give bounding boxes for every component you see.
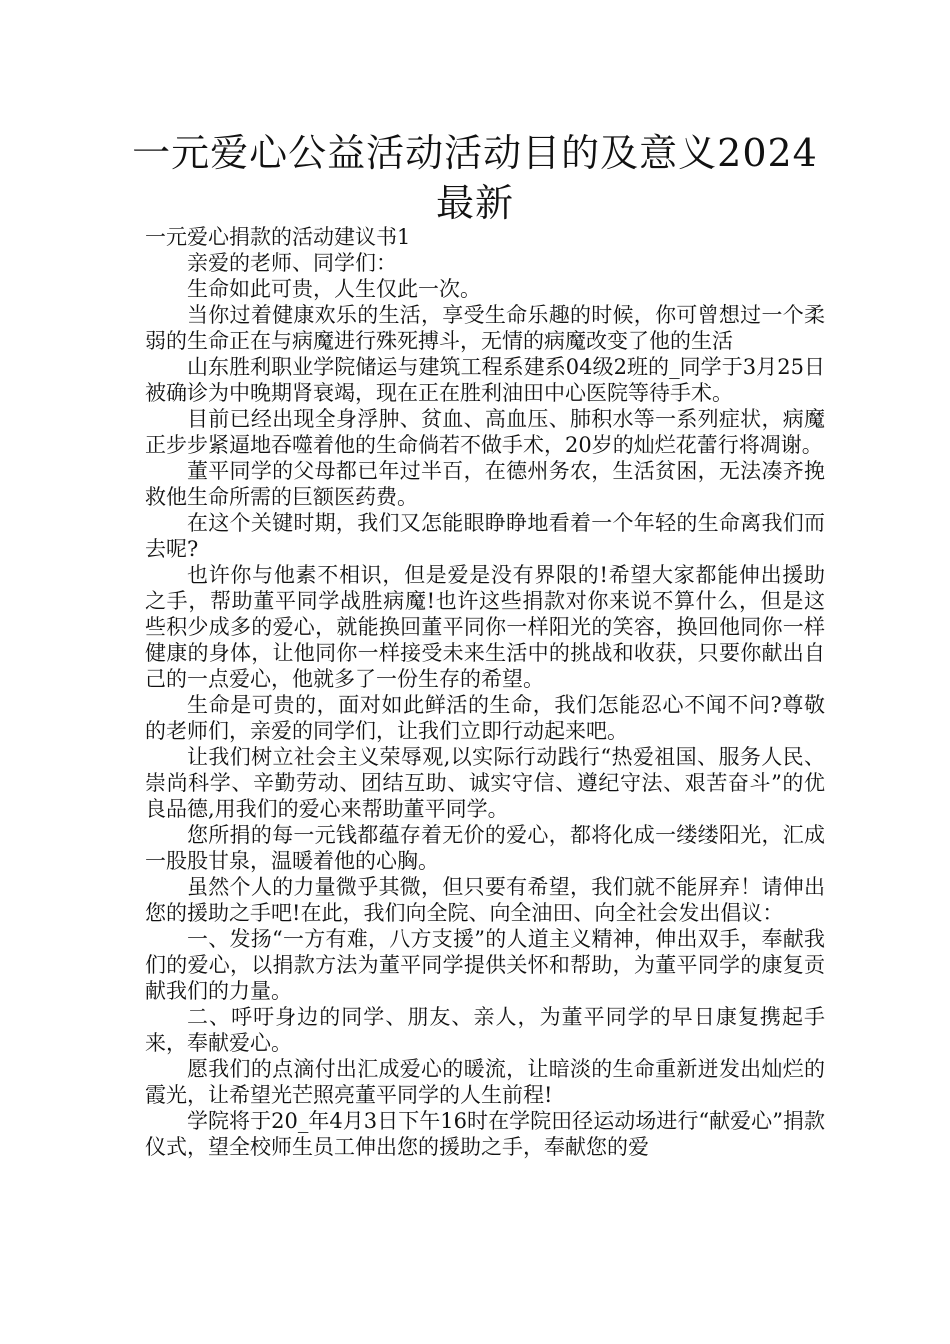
- paragraph-greeting: 亲爱的老师、同学们：: [187, 251, 397, 275]
- paragraph: 在这个关键时期，我们又怎能眼睁睁地看着一个年轻的生命离我们而去呢?: [145, 511, 825, 561]
- document-body: [145, 224, 825, 1160]
- paragraph: 愿我们的点滴付出汇成爱心的暖流，让暗淡的生命重新迸发出灿烂的霞光，让希望光芒照亮董平同学的人生前程!: [145, 1057, 825, 1107]
- paragraph: 学院将于20_年4月3日下午16时在学院田径运动场进行“献爱心”捐款仪式，望全校师生员工伸出您的援助之手，奉献您的爱: [145, 1109, 825, 1159]
- section-heading: 一元爱心捐款的活动建议书1: [145, 225, 411, 249]
- paragraph: 山东胜利职业学院储运与建筑工程系建系04级2班的_同学于3月25日被确诊为中晚期肾衰竭，现在正在胜利油田中心医院等待手术。: [145, 355, 825, 405]
- paragraph: 二、呼吁身边的同学、朋友、亲人，为董平同学的早日康复携起手来，奉献爱心。: [145, 1005, 825, 1055]
- paragraph: 生命如此可贵，人生仅此一次。: [187, 277, 481, 301]
- paragraph: 让我们树立社会主义荣辱观,以实际行动践行“热爱祖国、服务人民、崇尚科学、辛勤劳动、团结互助、诚实守信、遵纪守法、艰苦奋斗”的优良品德,用我们的爱心来帮助董平同学。: [145, 745, 825, 821]
- paragraph: 也许你与他素不相识，但是爱是没有界限的!希望大家都能伸出援助之手，帮助董平同学战胜病魔!也许这些捐款对你来说不算什么，但是这些积少成多的爱心，就能换回董平同你一样阳光的笑容，换回他同你一样健康的身体，让他同你一样接受未来生活中的挑战和收获，只要你献出自己的一点爱心，他就多了一份生存的希望。: [145, 563, 825, 691]
- paragraph: 当你过着健康欢乐的生活，享受生命乐趣的时候，你可曾想过一个柔弱的生命正在与病魔进行殊死搏斗，无情的病魔改变了他的生活: [145, 303, 825, 353]
- paragraph: 目前已经出现全身浮肿、贫血、高血压、肺积水等一系列症状，病魔正步步紧逼地吞噬着他的生命倘若不做手术，20岁的灿烂花蕾行将凋谢。: [145, 407, 825, 457]
- paragraph: 生命是可贵的，面对如此鲜活的生命，我们怎能忍心不闻不问?尊敬的老师们，亲爱的同学们，让我们立即行动起来吧。: [145, 693, 825, 743]
- paragraph: 虽然个人的力量微乎其微，但只要有希望，我们就不能屏弃！请伸出您的援助之手吧!在此，我们向全院、向全油田、向全社会发出倡议：: [145, 875, 825, 925]
- paragraph: 董平同学的父母都已年过半百，在德州务农，生活贫困，无法凑齐挽救他生命所需的巨额医药费。: [145, 459, 825, 509]
- paragraph: 您所捐的每一元钱都蕴存着无价的爱心，都将化成一缕缕阳光，汇成一股股甘泉，温暖着他的心胸。: [145, 823, 825, 873]
- paragraph: 一、发扬“一方有难，八方支援”的人道主义精神，伸出双手，奉献我们的爱心，以捐款方法为董平同学提供关怀和帮助，为董平同学的康复贡献我们的力量。: [145, 927, 825, 1003]
- document-title: 一元爱心公益活动活动目的及意义2024最新: [132, 131, 818, 225]
